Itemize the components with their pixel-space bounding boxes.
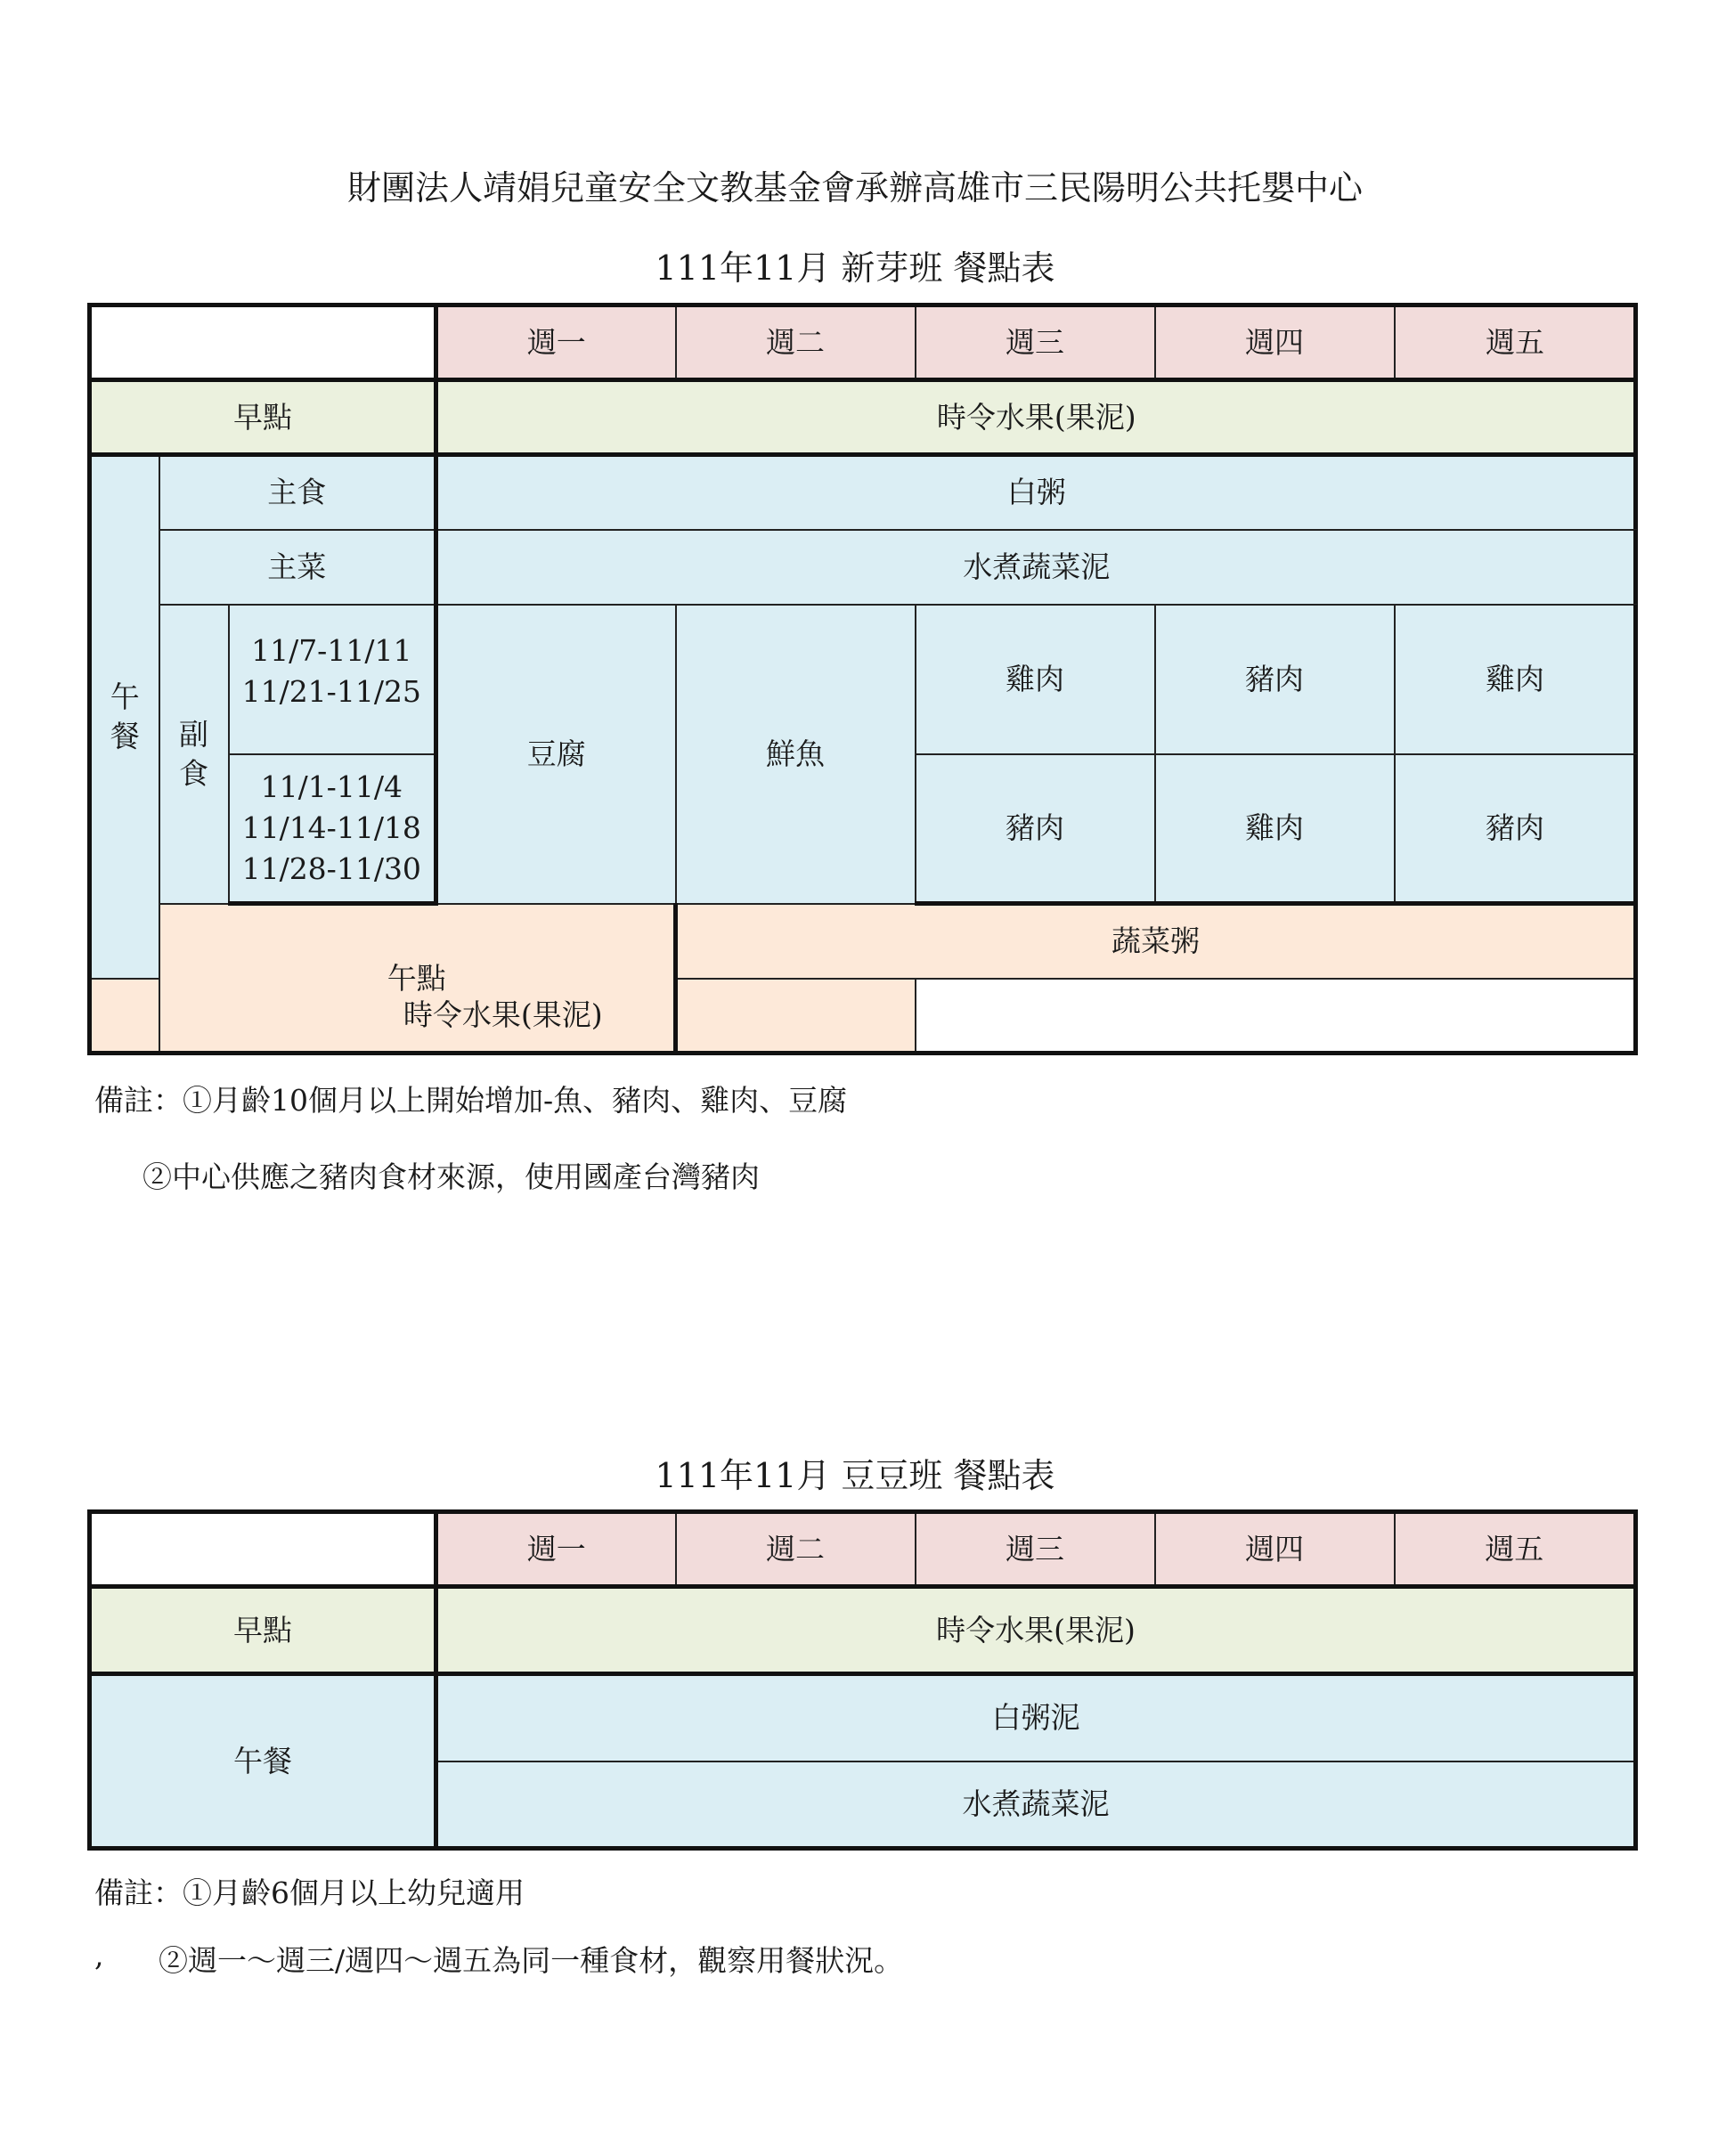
table2-breakfast-row [90, 1587, 1636, 1674]
table1-afternoon-row-1 [90, 904, 1636, 979]
table2-day-thu: 週四 [1155, 1512, 1395, 1587]
period-b-line-2: 11/14-11/18 [241, 810, 421, 845]
table1-period-b [229, 754, 436, 904]
table1-side-char-1: 副 [179, 716, 208, 752]
table1-side-wed-b: 豬肉 [916, 754, 1155, 904]
period-a-line-1: 11/7-11/11 [251, 632, 412, 668]
table1-afternoon-item-2: 時令水果(果泥) [90, 979, 916, 1054]
table1-day-thu: 週四 [1155, 305, 1395, 380]
table1-day-wed: 週三 [916, 305, 1155, 380]
period-b-line-3: 11/28-11/30 [241, 850, 421, 886]
table1-day-fri: 週五 [1395, 305, 1636, 380]
period-b-line-1: 11/1-11/4 [260, 769, 403, 804]
table2-corner-cell [90, 1512, 436, 1587]
table2-day-fri: 週五 [1395, 1512, 1636, 1587]
table1-main-dish-value: 水煮蔬菜泥 [436, 530, 1636, 605]
table2-header-row [90, 1512, 1636, 1587]
table1-staple-value: 白粥 [436, 455, 1636, 530]
table2-note-2: ②週一～週三/週四～週五為同一種食材，觀察用餐狀況。 [159, 1943, 904, 1978]
table2-note-comma: , [94, 1938, 104, 1973]
table2-day-tue: 週二 [676, 1512, 916, 1587]
table1-breakfast-row [90, 380, 1636, 455]
table1-staple-label: 主食 [159, 455, 436, 530]
period-a-line-2: 11/21-11/25 [241, 673, 421, 709]
table1-side-thu-b: 雞肉 [1155, 754, 1395, 904]
table1-side-thu-a: 豬肉 [1155, 605, 1395, 754]
table2-day-mon: 週一 [436, 1512, 676, 1587]
table2-lunch-label: 午餐 [90, 1674, 436, 1849]
table1-afternoon-label: 午點 [159, 904, 676, 1054]
table1-side-wed-a: 雞肉 [916, 605, 1155, 754]
table2-lunch-row-1 [90, 1674, 1636, 1761]
table1-header-row [90, 305, 1636, 380]
table1-side-dish-row-a [90, 605, 1636, 754]
table1-side-mon: 豆腐 [436, 605, 676, 904]
table1-corner-cell [90, 305, 436, 380]
table1-title: 111年11月 新芽班 餐點表 [655, 248, 1055, 288]
table2-breakfast-value: 時令水果(果泥) [436, 1587, 1636, 1674]
table1-main-dish-label: 主菜 [159, 530, 436, 605]
table2-title: 111年11月 豆豆班 餐點表 [655, 1456, 1055, 1495]
table1-lunch-char-1: 午 [110, 679, 140, 715]
table1-lunch-char-2: 餐 [110, 719, 140, 754]
table1-day-tue: 週二 [676, 305, 916, 380]
table2-lunch-item-1: 白粥泥 [436, 1674, 1636, 1761]
table1-side-fri-a: 雞肉 [1395, 605, 1636, 754]
table2-lunch-item-2: 水煮蔬菜泥 [436, 1761, 1636, 1849]
table1-side-fri-b: 豬肉 [1395, 754, 1636, 904]
table1-breakfast-value: 時令水果(果泥) [436, 380, 1636, 455]
table1-note-1: 備註：①月齡10個月以上開始增加-魚、豬肉、雞肉、豆腐 [94, 1083, 848, 1118]
table1-lunch-label [90, 455, 159, 979]
table1-afternoon-item-1: 蔬菜粥 [676, 904, 1636, 979]
table2-menu [87, 1509, 1638, 1851]
table1-note-2: ②中心供應之豬肉食材來源，使用國產台灣豬肉 [142, 1159, 760, 1194]
table1-side-tue: 鮮魚 [676, 605, 916, 904]
organization-title: 財團法人靖娟兒童安全文教基金會承辦高雄市三民陽明公共托嬰中心 [346, 168, 1363, 207]
table2-note-1: 備註：①月齡6個月以上幼兒適用 [94, 1875, 525, 1910]
table1-menu [87, 303, 1638, 1055]
table1-day-mon: 週一 [436, 305, 676, 380]
table1-side-char-2: 食 [179, 755, 208, 791]
table1-main-dish-row [90, 530, 1636, 605]
table1-afternoon-row-2 [90, 979, 1636, 1054]
table1-breakfast-label: 早點 [90, 380, 436, 455]
table1-side-dish-label [159, 605, 229, 904]
table2-day-wed: 週三 [916, 1512, 1155, 1587]
table1-period-a [229, 605, 436, 754]
table2-breakfast-label: 早點 [90, 1587, 436, 1674]
table1-staple-row [90, 455, 1636, 530]
